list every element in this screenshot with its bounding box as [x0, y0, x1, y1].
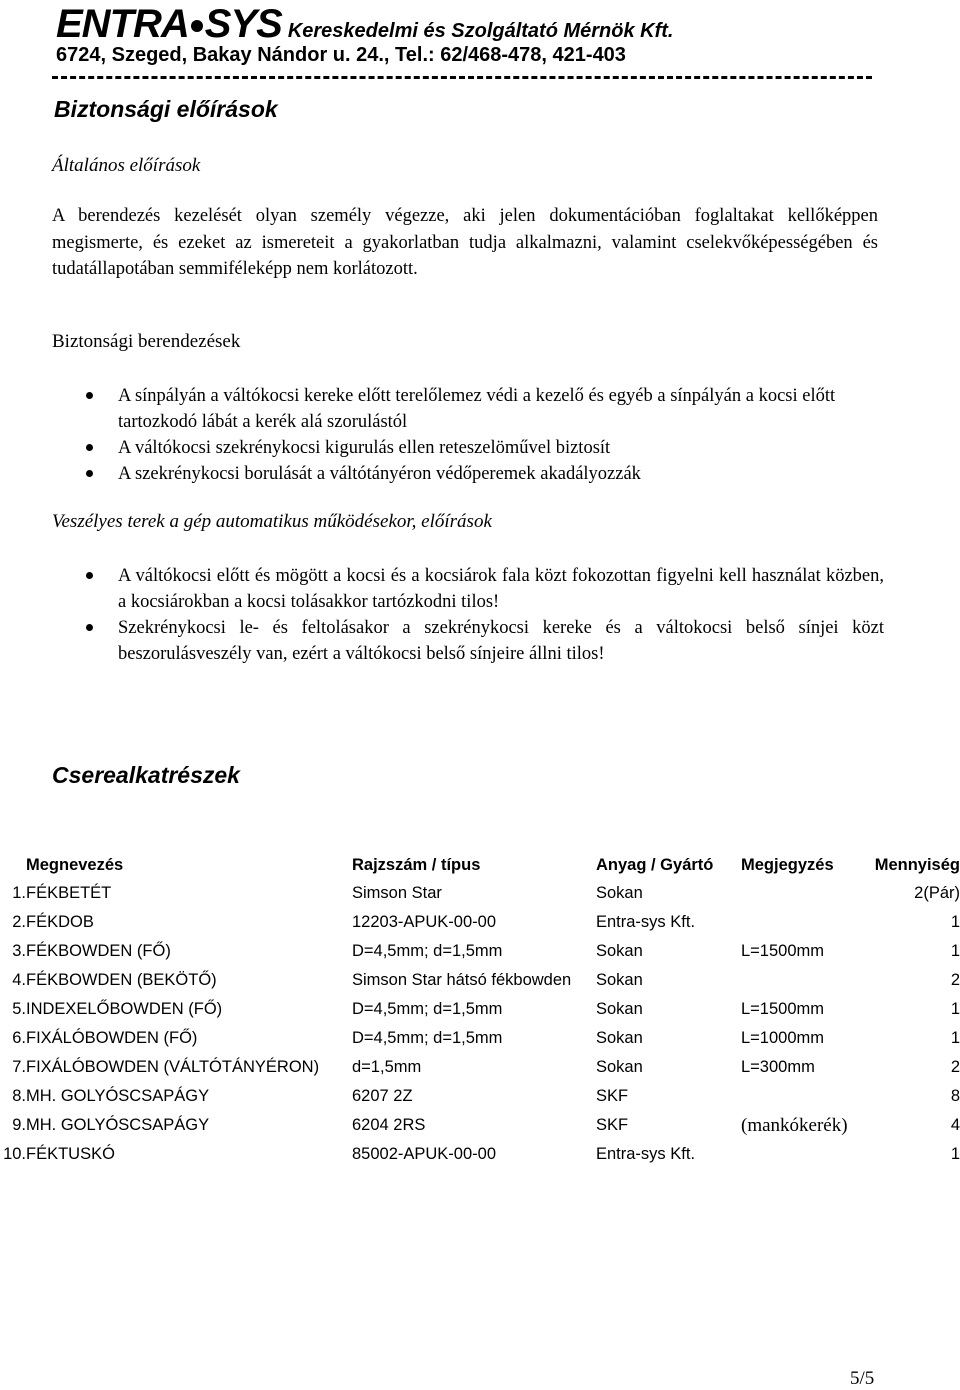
part-name-cell: FÉKBETÉT: [26, 884, 112, 902]
material-cell: Sokan: [596, 884, 643, 902]
note-cell: L=1500mm: [741, 942, 825, 960]
table-header-row: [0, 851, 960, 879]
drawing-number-cell: 6204 2RS: [352, 1116, 426, 1134]
list-item: A váltókocsi előtt és mögött a kocsi és a kocsiárok fala közt fokozottan figyelni kell használat közben, a kocsiárokban a kocsi tolásakkor tartózkodni tilos!: [52, 563, 884, 615]
subheading-safety-devices: Biztonsági berendezések: [52, 331, 241, 352]
material-cell: Sokan: [596, 1029, 643, 1047]
part-name-cell: FÉKDOB: [26, 913, 94, 931]
quantity-cell: 1: [950, 1029, 960, 1047]
part-name-cell: FÉKTUSKÓ: [26, 1145, 115, 1163]
table-row: [0, 995, 960, 1024]
drawing-number-cell: D=4,5mm; d=1,5mm: [352, 942, 503, 960]
material-cell: SKF: [596, 1116, 629, 1134]
note-cell: [741, 879, 865, 908]
quantity-cell: 1: [950, 942, 960, 960]
bullet-icon: [86, 572, 93, 579]
drawing-number-cell: d=1,5mm: [352, 1058, 422, 1076]
column-header: Mennyiség: [874, 855, 960, 874]
note-cell: L=1000mm: [741, 1029, 825, 1047]
table-row: [0, 1111, 960, 1140]
column-header: Megjegyzés: [741, 855, 834, 874]
row-number: 9.: [12, 1116, 26, 1134]
table-row: [0, 879, 960, 908]
row-number: 4.: [12, 971, 26, 989]
part-name-cell: MH. GOLYÓSCSAPÁGY: [26, 1087, 210, 1105]
page-number: 5/5: [850, 1368, 875, 1389]
row-number: 8.: [12, 1087, 26, 1105]
table-body: [0, 879, 960, 1169]
part-name-cell: FIXÁLÓBOWDEN (FŐ): [26, 1029, 198, 1047]
quantity-cell: 2: [950, 971, 960, 989]
material-cell: Sokan: [596, 1058, 643, 1076]
note-cell: (mankókerék): [741, 1114, 848, 1136]
row-number: 7.: [12, 1058, 26, 1076]
table-row: [0, 1024, 960, 1053]
list-item: A váltókocsi szekrénykocsi kigurulás ellen reteszelöművel biztosít: [52, 435, 884, 461]
danger-zones-list: [52, 563, 884, 667]
general-paragraph: A berendezés kezelését olyan személy végezze, aki jelen dokumentációban foglaltakat kellőképpen megismerte, és ezeket az ismereteit a gyakorlatban tudja alkalmazni, valamint cselekvőképességében és tudatállapotában semmiféleképp nem korlátozott.: [52, 206, 878, 279]
row-number: 2.: [12, 913, 26, 931]
table-row: [0, 966, 960, 995]
safety-devices-list: [52, 383, 884, 487]
row-number: 6.: [12, 1029, 26, 1047]
drawing-number-cell: 85002-APUK-00-00: [352, 1145, 497, 1163]
drawing-number-cell: 6207 2Z: [352, 1087, 413, 1105]
row-number: 1.: [12, 884, 26, 902]
header-divider: [52, 76, 872, 79]
company-address: 6724, Szeged, Bakay Nándor u. 24., Tel.: 62/468-478, 421-403: [56, 44, 626, 66]
material-cell: SKF: [596, 1087, 629, 1105]
table-row: [0, 1140, 960, 1169]
column-header: Rajzszám / típus: [352, 855, 481, 874]
list-item: Szekrénykocsi le- és feltolásakor a szekrénykocsi kereke és a váltokocsi belső sínjei közt beszorulásveszély van, ezért a váltókocsi belső sínjeire állni tilos!: [52, 615, 884, 667]
subheading-danger-zones: Veszélyes terek a gép automatikus működésekor, előírások: [52, 511, 492, 532]
part-name-cell: INDEXELŐBOWDEN (FŐ): [26, 1000, 223, 1018]
part-name-cell: MH. GOLYÓSCSAPÁGY: [26, 1116, 210, 1134]
note-cell: [741, 1140, 865, 1169]
quantity-cell: 1: [950, 913, 960, 931]
table-row: [0, 1053, 960, 1082]
list-item: A szekrénykocsi borulását a váltótányéron védőperemek akadályozzák: [52, 461, 884, 487]
quantity-cell: 1: [950, 1000, 960, 1018]
bullet-icon: [86, 624, 93, 631]
note-cell: L=1500mm: [741, 1000, 825, 1018]
company-logo: ENTRA SYS: [56, 2, 282, 46]
quantity-cell: 4: [950, 1116, 960, 1134]
quantity-cell: 1: [950, 1145, 960, 1163]
note-cell: [741, 966, 865, 995]
table-row: [0, 1082, 960, 1111]
table-row: [0, 937, 960, 966]
drawing-number-cell: Simson Star: [352, 884, 442, 902]
column-header: Anyag / Gyártó: [596, 855, 714, 874]
material-cell: Sokan: [596, 942, 643, 960]
table-row: [0, 908, 960, 937]
quantity-cell: 2(Pár): [914, 884, 960, 902]
note-cell: [741, 1082, 865, 1111]
part-name-cell: FÉKBOWDEN (FŐ): [26, 942, 171, 960]
part-name-cell: FIXÁLÓBOWDEN (VÁLTÓTÁNYÉRON): [26, 1058, 320, 1076]
subheading-general: Általános előírások: [52, 155, 201, 176]
drawing-number-cell: D=4,5mm; d=1,5mm: [352, 1029, 503, 1047]
bullet-icon: [86, 392, 93, 399]
quantity-cell: 2: [950, 1058, 960, 1076]
note-cell: L=300mm: [741, 1058, 815, 1076]
material-cell: Sokan: [596, 1000, 643, 1018]
drawing-number-cell: Simson Star hátsó fékbowden: [352, 971, 572, 989]
material-cell: Entra-sys Kft.: [596, 913, 696, 931]
row-number: 3.: [12, 942, 26, 960]
material-cell: Sokan: [596, 971, 643, 989]
part-name-cell: FÉKBOWDEN (BEKÖTŐ): [26, 971, 217, 989]
section-title-spare-parts: Cserealkatrészek: [52, 762, 240, 788]
column-header: Megnevezés: [26, 855, 124, 874]
bullet-icon: [86, 444, 93, 451]
row-number: 10.: [3, 1145, 26, 1163]
bullet-icon: [86, 470, 93, 477]
quantity-cell: 8: [950, 1087, 960, 1105]
row-number: 5.: [12, 1000, 26, 1018]
material-cell: Entra-sys Kft.: [596, 1145, 696, 1163]
drawing-number-cell: D=4,5mm; d=1,5mm: [352, 1000, 503, 1018]
company-name: Kereskedelmi és Szolgáltató Mérnök Kft.: [287, 20, 674, 42]
section-title-safety: Biztonsági előírások: [54, 96, 278, 122]
note-cell: [741, 908, 865, 937]
spare-parts-table: [0, 851, 960, 1169]
list-item: A sínpályán a váltókocsi kereke előtt terelőlemez védi a kezelő és egyéb a sínpályán a kocsi előtt tartozkodó lábát a kerék alá szorulástól: [52, 383, 884, 435]
drawing-number-cell: 12203-APUK-00-00: [352, 913, 497, 931]
